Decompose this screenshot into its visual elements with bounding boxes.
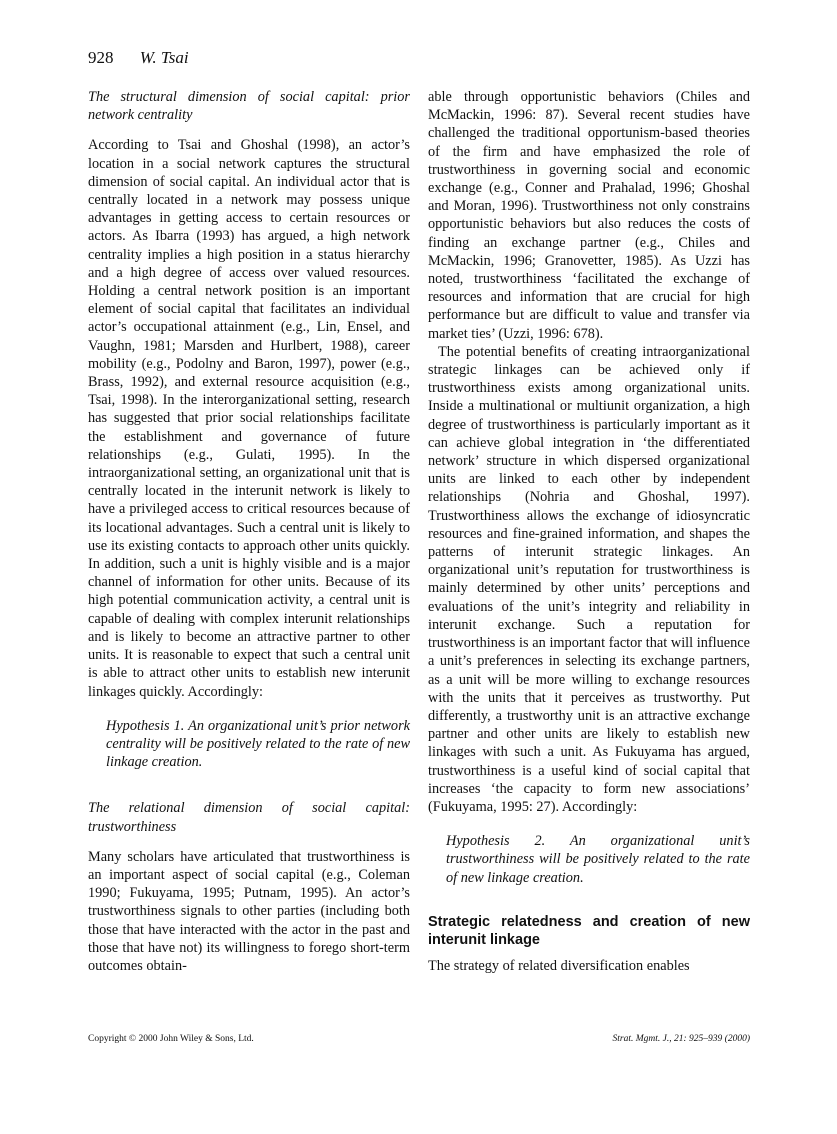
hypothesis-1: Hypothesis 1. An organizational unit’s prior network centrality will be positively related to the rate of new linkage creation.: [106, 717, 410, 771]
running-author: W. Tsai: [139, 48, 189, 67]
paragraph-relational: Many scholars have articulated that trustworthiness is an important aspect of social capital (e.g., Coleman 1990; Fukuyama, 1995; Putnam, 1995). An actor’s trustworthiness signals to other parties (including both those that have interacted with the actor in the past and those that have not) its willingness to forego short-term outcomes obtain-: [88, 848, 410, 974]
paragraph-continued: able through opportunistic behaviors (Chiles and McMackin, 1996: 87). Several recent studies have challenged the traditional opportunism-based theories of the firm and have emphasized the role of trustworthiness in governing social and economic exchange (e.g., Conner and Prahalad, 1996; Ghoshal and Moran, 1996). Trustworthiness not only constrains opportunistic behaviors but also reduces the costs of finding an exchange partner (e.g., Chiles and McMackin, 1996; Granovetter, 1985). As Uzzi has noted, trustworthiness ‘facilitated the exchange of resources and information that are crucial for high performance but are difficult to value and transfer via market ties’ (Uzzi, 1996: 678).: [428, 89, 750, 342]
hypothesis-2: Hypothesis 2. An organizational unit’s trustworthiness will be positively related to the rate of new linkage creation.: [446, 833, 750, 886]
page-number: 928: [88, 48, 114, 67]
journal-reference: Strat. Mgmt. J., 21: 925–939 (2000): [612, 1034, 750, 1044]
left-column: [88, 88, 410, 975]
section-heading-strategic: Strategic relatedness and creation of new interunit linkage: [428, 913, 750, 948]
running-header: [88, 48, 189, 68]
copyright-notice: Copyright © 2000 John Wiley & Sons, Ltd.: [88, 1034, 254, 1044]
section-heading-relational: The relational dimension of social capital: trustworthiness: [88, 800, 410, 835]
paragraph-structural: According to Tsai and Ghoshal (1998), an actor’s location in a social network captures the structural dimension of social capital. An individual actor that is centrally located in a network may possess unique advantages in getting access to certain resources or actors. As Ibarra (1993) has argued, a high network centrality implies a high position in a status hierarchy and a high degree of access over valued resources. Holding a central network position is an important element of social capital that facilitates an individual actor’s occupational attainment (e.g., Lin, Ensel, and Vaughn, 1981; Marsden and Hurlbert, 1988), career mobility (e.g., Podolny and Baron, 1997), power (e.g., Brass, 1992), and external resource acquisition (e.g., Tsai, 1998). In the interorganizational setting, research has suggested that prior social relationships facilitate the establishment and governance of future relationships (e.g., Gulati, 1995). In the intraorganizational setting, an organizational unit that is centrally located in the interunit network is likely to have a privileged access to critical resources because of its locational advantages. Such a central unit is likely to use its existing contacts to approach other units quickly. In addition, such a unit is highly visible and is a major channel of information for other units. Because of its high potential communication activity, a central unit is capable of dealing with complex interunit relationships and is likely to become an attractive partner to other units. It is reasonable to expect that such a central unit is able to attract other units to establish new interunit linkages quickly. Accordingly:: [88, 137, 410, 700]
section-heading-structural: The structural dimension of social capital: prior network centrality: [88, 89, 410, 124]
right-column: [428, 88, 750, 975]
paragraph-strategic: The strategy of related diversification enables: [428, 957, 690, 974]
paragraph-benefits: The potential benefits of creating intraorganizational strategic linkages can be achieved only if trustworthiness exists among organizational units. Inside a multinational or multiunit organization, a high degree of trustworthiness is particularly important as it can achieve global integration in ‘the differentiated network’ structure in which dispersed organizational units are linked to each other by independent relationships (Nohria and Ghoshal, 1997). Trustworthiness allows the exchange of idiosyncratic resources and fine-grained information, and shapes the patterns of interunit strategic linkages. An organizational unit’s reputation for trustworthiness is mainly determined by other units’ perceptions and evaluations of the unit’s integrity and reliability in interunit exchange. Such a reputation for trustworthiness is an important factor that will influence a unit’s preferences in selecting its exchange partners, as a unit will be more willing to exchange resources with the units that it perceives as trustworthy. Put differently, a trustworthy unit is an attractive exchange partner and other units are likely to establish new linkages with such a unit. As Fukuyama has argued, trustworthiness is a useful kind of social capital that increases ‘the capacity to form new associations’ (Fukuyama, 1995: 27). Accordingly:: [428, 343, 750, 815]
